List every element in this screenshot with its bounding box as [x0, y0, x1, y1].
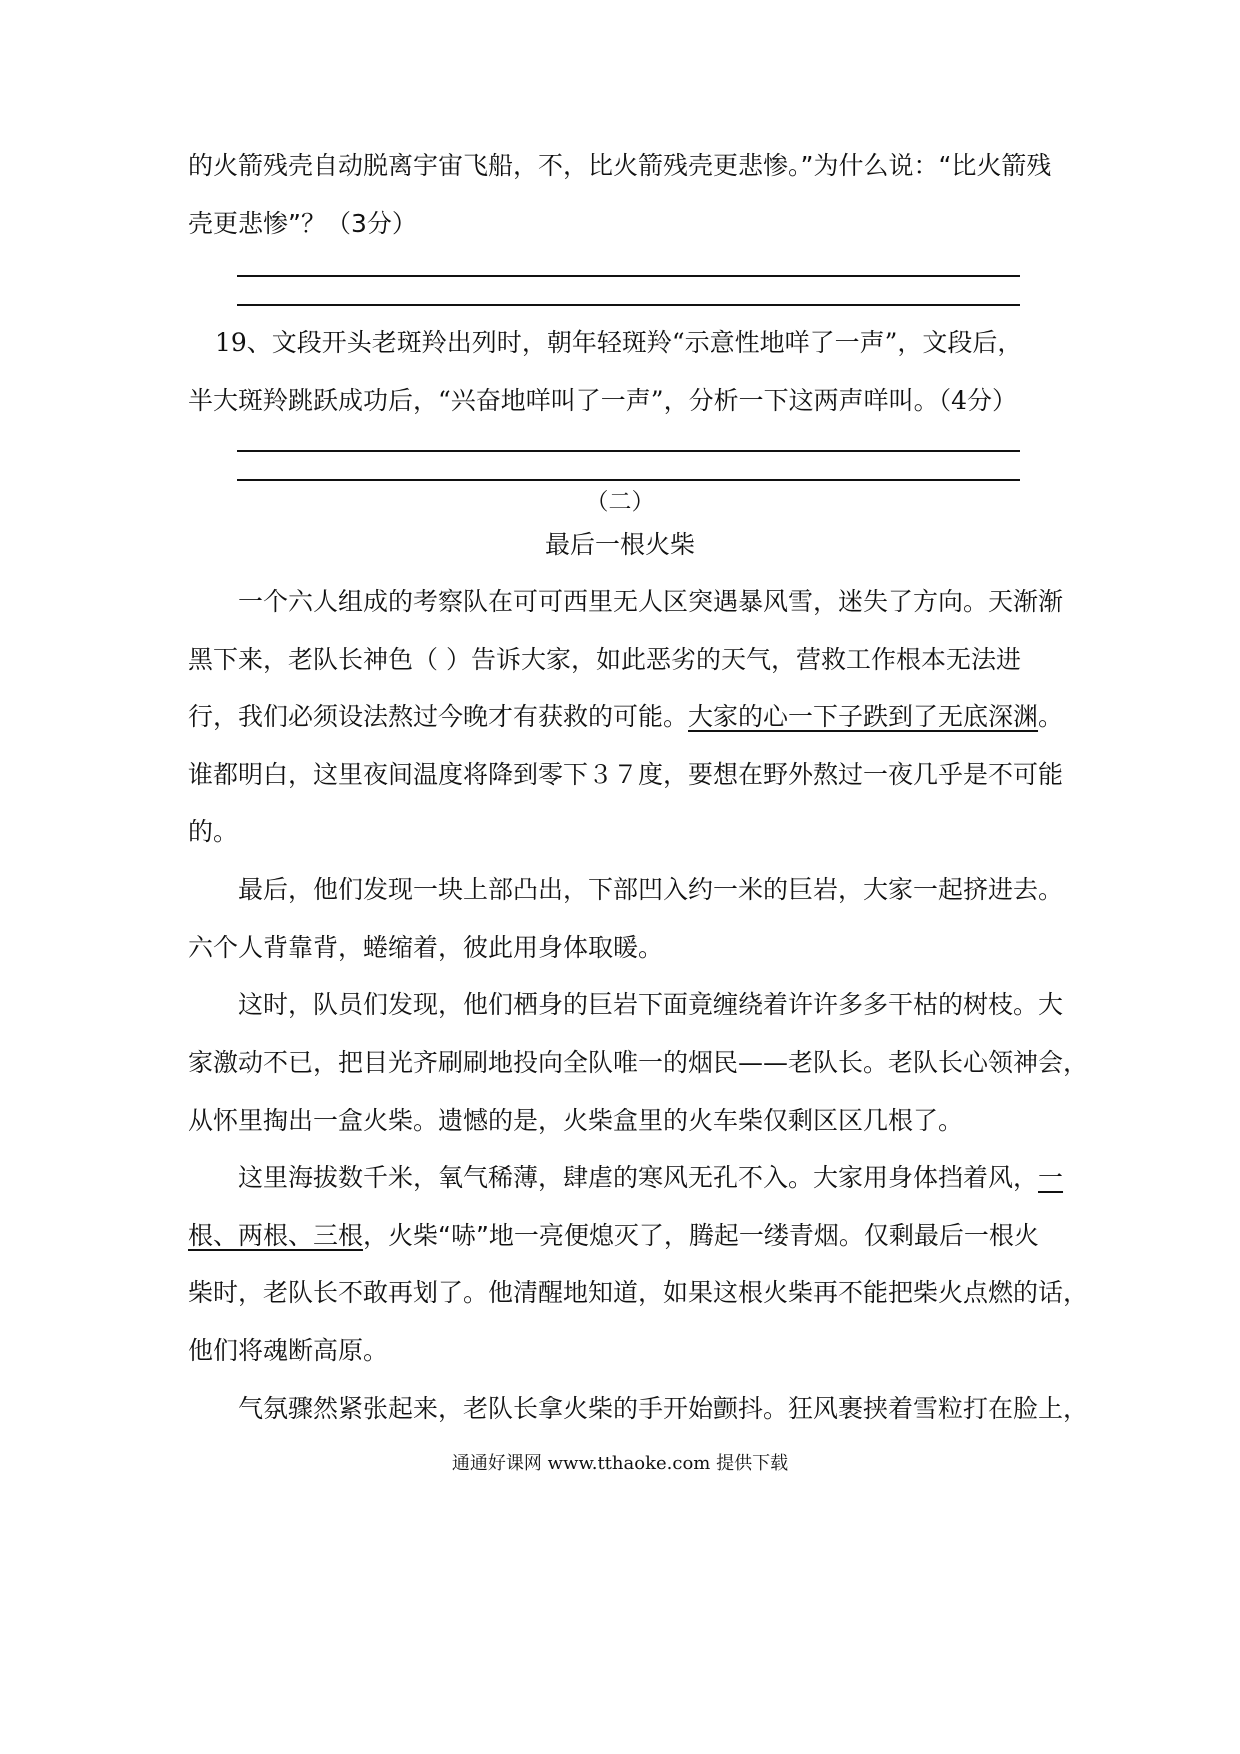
p2-line-1: 最后，他们发现一块上部凸出，下部凹入约一米的巨岩，大家一起挤进去。 — [238, 875, 1064, 904]
q19-line-2 — [188, 381, 1068, 421]
p1-text: 行，我们必须设法熬过今晚才有获救的可能。 — [188, 702, 689, 731]
p4-text: 这里海拔数千米，氧气稀薄，肆虐的寒风无孔不入。大家用身体挡着风， — [238, 1163, 1039, 1192]
p5-line-1: 气氛骤然紧张起来，老队长拿火柴的手开始颤抖。狂风裹挟着雪粒打在脸上， — [238, 1394, 1089, 1423]
passage-title: 最后一根火柴 — [544, 530, 695, 559]
q19-text-b: ，文段后， — [897, 328, 1023, 357]
p1-line-5: 的。 — [188, 817, 239, 846]
q19-text-a: 19、文段开头老斑羚出列时，朝年轻斑羚 — [215, 328, 672, 357]
page-footer: 通通好课网 www.tthaoke.com 提供下载 — [451, 1453, 789, 1474]
q19-quote-1: “示意性地咩了一声” — [671, 328, 898, 357]
answer-line-4 — [237, 479, 1020, 481]
q19-text-d: ，分析一下这两声咩叫。（4分） — [663, 386, 1017, 415]
p1-line-3 — [188, 697, 1068, 737]
p4-line-2 — [188, 1216, 1068, 1256]
p4-line-1 — [238, 1158, 1118, 1198]
answer-line-3 — [237, 450, 1020, 452]
p1-period: 。 — [1038, 702, 1064, 731]
underlined-phrase-start: 一 — [1038, 1163, 1064, 1192]
p3-line-1: 这时，队员们发现，他们栖身的巨岩下面竟缠绕着许许多多干枯的树枝。大 — [238, 990, 1064, 1019]
q19-line-1 — [215, 323, 1095, 363]
p3-line-3: 从怀里掏出一盒火柴。遗憾的是，火柴盒里的火车柴仅剩区区几根了。 — [188, 1106, 964, 1135]
underlined-sentence: 大家的心一下子跌到了无底深渊 — [688, 702, 1039, 731]
p4-text-2: ，火柴“哧”地一亮便熄灭了，腾起一缕青烟。仅剩最后一根火 — [363, 1221, 1039, 1250]
underlined-phrase: 根、两根、三根 — [188, 1221, 364, 1250]
p2-line-2: 六个人背靠背，蜷缩着，彼此用身体取暖。 — [188, 933, 664, 962]
answer-line-2 — [237, 304, 1020, 306]
answer-line-1 — [237, 275, 1020, 277]
p1-line-1: 一个六人组成的考察队在可可西里无人区突遇暴风雪，迷失了方向。天渐渐 — [238, 587, 1064, 616]
q19-text-c: 半大斑羚跳跃成功后， — [188, 386, 439, 415]
p1-line-2: 黑下来，老队长神色（ ）告诉大家，如此恶劣的天气，营救工作根本无法进 — [188, 645, 1021, 674]
q18-line-1: 的火箭残壳自动脱离宇宙飞船，不，比火箭残壳更悲惨。”为什么说：“比火箭残 — [188, 151, 1052, 180]
p3-line-2: 家激动不已，把目光齐刷刷地投向全队唯一的烟民——老队长。老队长心领神会， — [188, 1048, 1089, 1077]
q19-quote-2: “兴奋地咩叫了一声” — [438, 386, 664, 415]
section-number: （二） — [585, 489, 655, 515]
p1-line-4: 谁都明白，这里夜间温度将降到零下３７度，要想在野外熬过一夜几乎是不可能 — [188, 760, 1064, 789]
p4-line-3: 柴时，老队长不敢再划了。他清醒地知道，如果这根火柴再不能把柴火点燃的话， — [188, 1278, 1089, 1307]
q18-line-2: 壳更悲惨”？（3分） — [188, 209, 417, 238]
p4-line-4: 他们将魂断高原。 — [188, 1336, 389, 1365]
